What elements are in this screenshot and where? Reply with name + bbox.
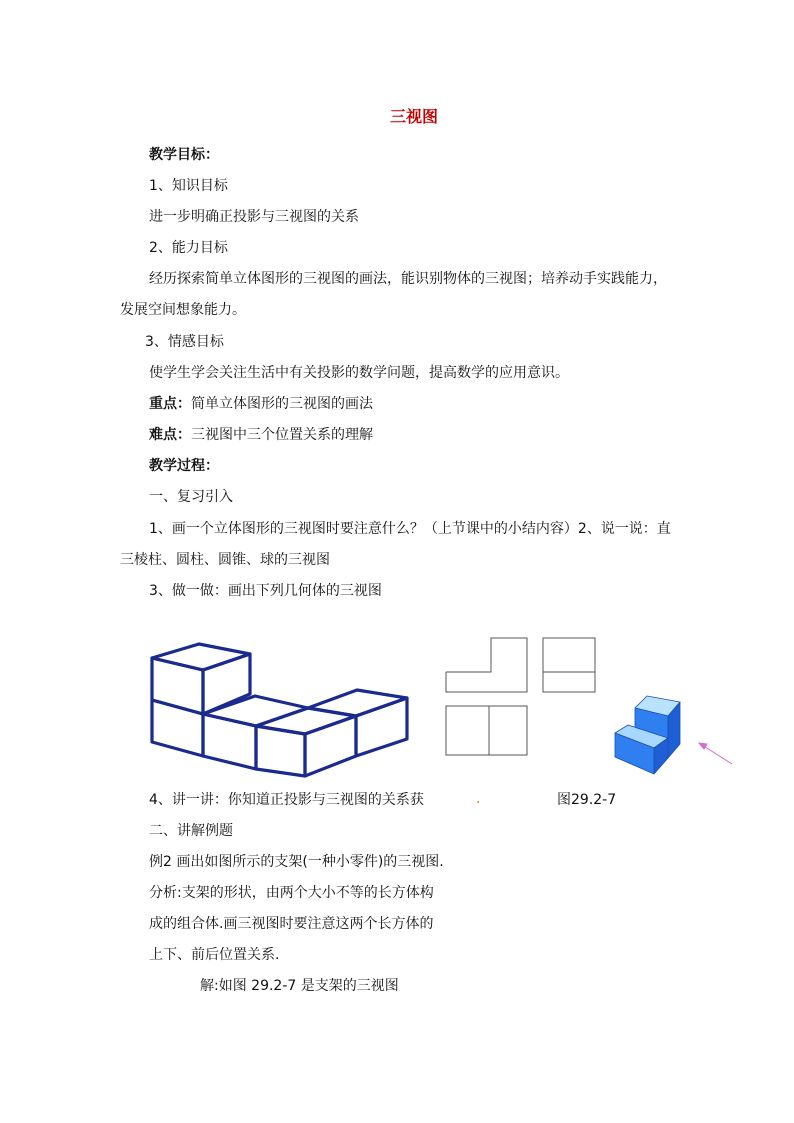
question-4: 4、讲一讲：你知道正投影与三视图的关系获 — [149, 792, 424, 808]
objective-2-body-line1: 经历探索简单立体图形的三视图的画法，能识别物体的三视图；培养动手实践能力， — [149, 271, 667, 287]
process-heading: 教学过程： — [149, 458, 219, 474]
cube-stack-figure — [145, 636, 417, 782]
question-3: 3、做一做：画出下列几何体的三视图 — [149, 583, 382, 599]
top-view-outline — [446, 706, 527, 755]
front-view-outline — [446, 638, 527, 692]
section-2-heading: 二、讲解例题 — [149, 823, 233, 839]
key-point-label: 重点： — [149, 396, 191, 412]
analysis-line3: 上下、前后位置关系. — [149, 947, 280, 963]
difficulty-text: 三视图中三个位置关系的理解 — [191, 427, 373, 443]
page-title: 三视图 — [390, 107, 439, 126]
difficulty-label: 难点： — [149, 427, 191, 443]
difficulty-point — [149, 426, 373, 444]
objective-2-heading: 2、能力目标 — [149, 240, 228, 256]
three-view-figure — [443, 634, 599, 758]
section-1-heading: 一、复习引入 — [149, 489, 233, 505]
question-1-line2: 三棱柱、圆柱、圆锥、球的三视图 — [120, 552, 330, 568]
key-point — [149, 395, 373, 413]
objectives-heading: 教学目标： — [149, 147, 219, 163]
objective-1-heading: 1、知识目标 — [149, 178, 228, 194]
question-4-dot: . — [476, 791, 481, 807]
objective-1-body: 进一步明确正投影与三视图的关系 — [149, 209, 359, 225]
solution: 解:如图 29.2-7 是支架的三视图 — [200, 978, 399, 994]
analysis-line1: 分析:支架的形状，由两个大小不等的长方体构 — [149, 885, 434, 901]
example-2: 例2 画出如图所示的支架(一种小零件)的三视图. — [149, 854, 444, 870]
bracket-3d-figure — [610, 688, 736, 780]
figure-caption: 图29.2-7 — [557, 792, 617, 808]
objective-2-body-line2: 发展空间想象能力。 — [120, 302, 246, 318]
objective-3-body: 使学生学会关注生活中有关投影的数学问题，提高数学的应用意识。 — [149, 365, 569, 381]
objective-3-heading: 3、情感目标 — [145, 334, 224, 350]
analysis-line2: 成的组合体.画三视图时要注意这两个长方体的 — [149, 916, 434, 932]
question-1-line1: 1、画一个立体图形的三视图时要注意什么？（上节课中的小结内容）2、说一说：直 — [149, 521, 671, 537]
arrow-icon — [699, 743, 732, 764]
side-view-outline — [543, 638, 595, 692]
key-point-text: 简单立体图形的三视图的画法 — [191, 396, 373, 412]
